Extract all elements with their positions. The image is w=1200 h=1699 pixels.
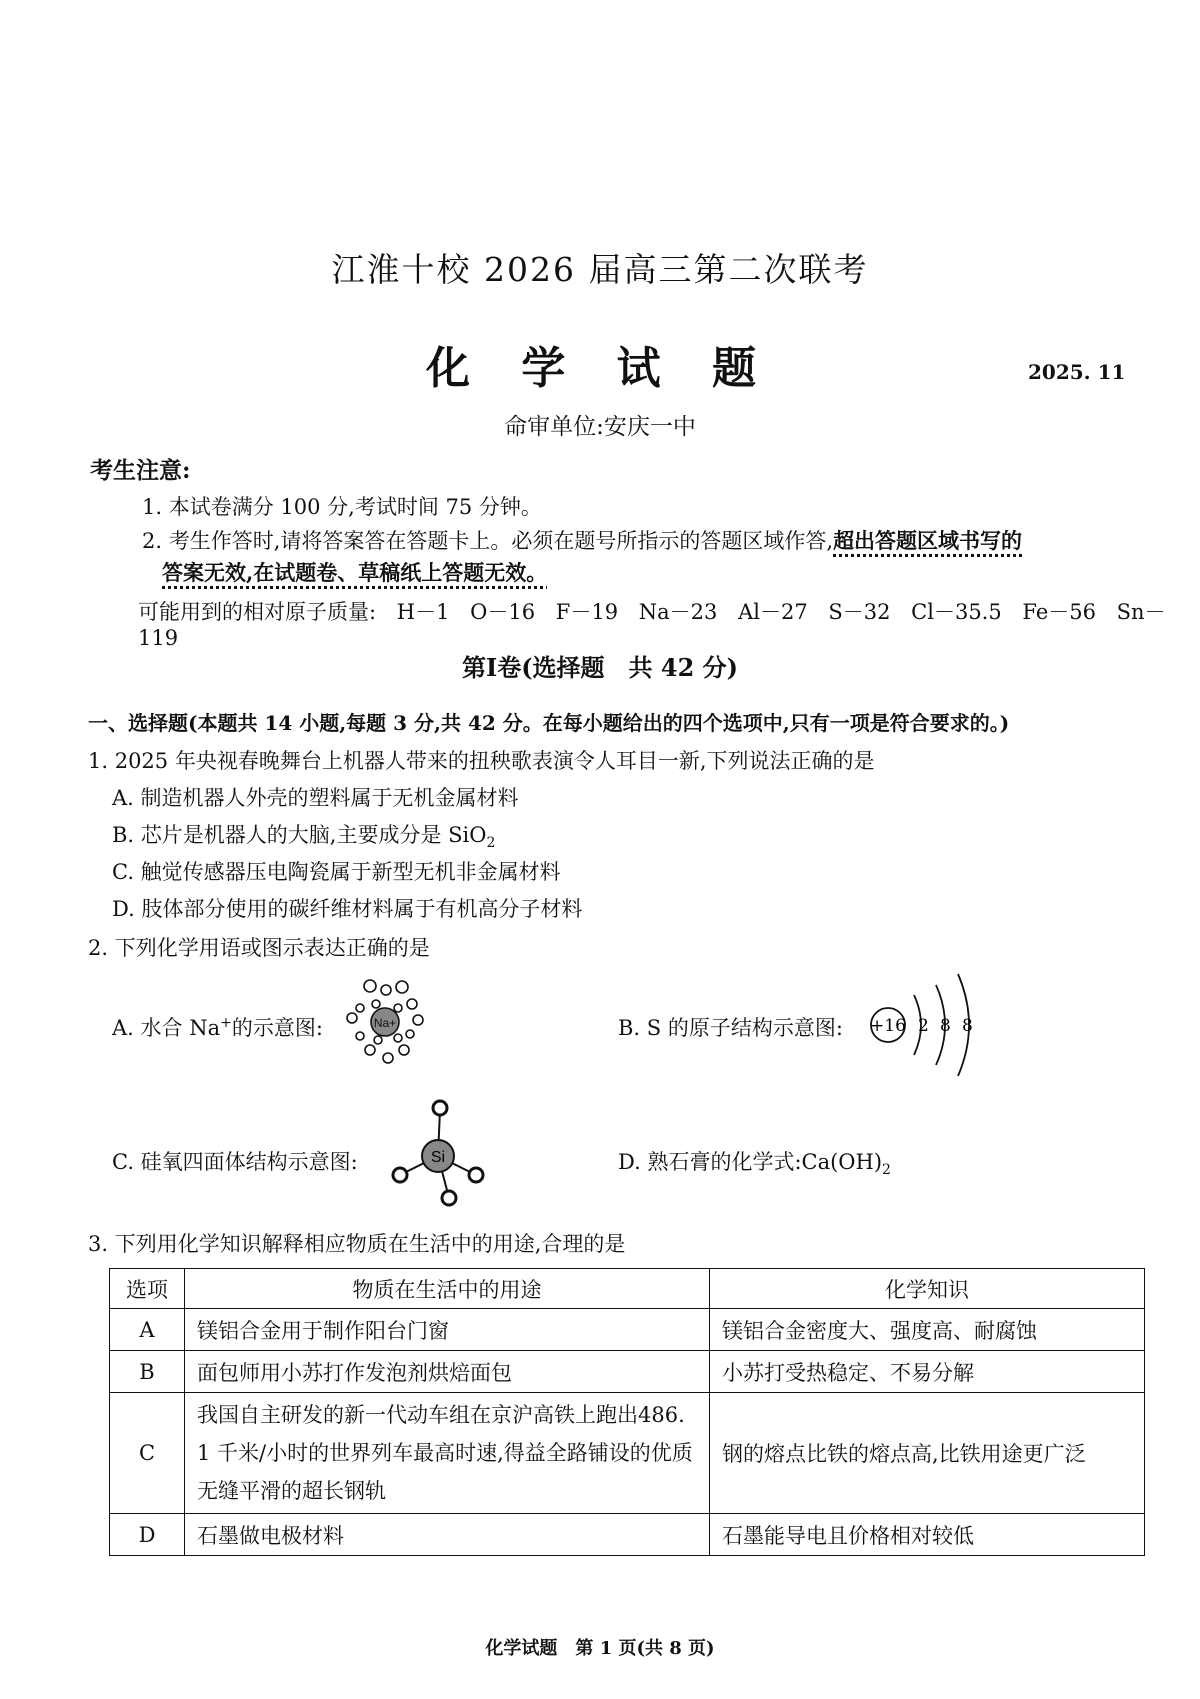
q2-option-a (112, 1012, 323, 1042)
q1-option-b-text: B. 芯片是机器人的大脑,主要成分是 SiO (112, 823, 487, 847)
q1-option-c: C. 触觉传感器压电陶瓷属于新型无机非金属材料 (112, 860, 561, 884)
table-cell-use: 面包师用小苏打作发泡剂烘焙面包 (185, 1351, 710, 1393)
table-cell-option: C (110, 1393, 185, 1514)
q2-option-d-sub: 2 (882, 1162, 891, 1179)
sulfur-atom-diagram (868, 970, 988, 1080)
q2-stem: 2. 下列化学用语或图示表达正确的是 (88, 936, 430, 960)
hydrated-sodium-diagram (340, 978, 430, 1068)
shell-1-count: 2 (918, 1016, 929, 1036)
table-cell-use: 我国自主研发的新一代动车组在京沪高铁上跑出486. 1 千米/小时的世界列车最高时速,得益全路铺设的优质无缝平滑的超长钢轨 (185, 1393, 710, 1514)
mass-item: O－16 (470, 600, 536, 624)
table-cell-option: B (110, 1351, 185, 1393)
subject-title: 化 学 试 题 (426, 343, 774, 394)
q3-table (109, 1268, 1145, 1556)
notice-emphasis-1: 超出答题区域书写的 (833, 528, 1023, 553)
q2-option-a-text: A. 水合 Na (112, 1016, 221, 1040)
table-cell-knowledge: 石墨能导电且价格相对较低 (710, 1514, 1145, 1556)
table-header: 化学知识 (710, 1269, 1145, 1309)
table-cell-option: A (110, 1309, 185, 1351)
mass-item: Sn－119 (138, 600, 1166, 650)
shell-3-count: 8 (962, 1016, 973, 1036)
mass-item: F－19 (555, 600, 619, 624)
page-footer: 化学试题 第 1 页(共 8 页) (485, 1638, 715, 1659)
nucleus-label: +16 (870, 1016, 906, 1036)
shell-2-count: 8 (940, 1016, 951, 1036)
q1-option-d: D. 肢体部分使用的碳纤维材料属于有机高分子材料 (112, 897, 583, 921)
setter-unit: 命审单位:安庆一中 (504, 414, 696, 440)
table-row (110, 1393, 1145, 1514)
q3-stem: 3. 下列用化学知识解释相应物质在生活中的用途,合理的是 (88, 1232, 626, 1256)
notice-item-2 (142, 525, 1152, 555)
table-row (110, 1309, 1145, 1351)
table-header: 物质在生活中的用途 (185, 1269, 710, 1309)
q1-option-a: A. 制造机器人外壳的塑料属于无机金属材料 (112, 786, 519, 810)
table-row (110, 1514, 1145, 1556)
notice-emphasis-2: 答案无效,在试题卷、草稿纸上答题无效。 (162, 560, 548, 585)
notice-item-2-text: 2. 考生作答时,请将答案答在答题卡上。必须在题号所指示的答题区域作答, (142, 529, 834, 553)
silicon-label: Si (430, 1149, 446, 1166)
table-cell-use: 镁铝合金用于制作阳台门窗 (185, 1309, 710, 1351)
mass-item: Cl－35.5 (911, 600, 1002, 624)
table-cell-knowledge: 小苏打受热稳定、不易分解 (710, 1351, 1145, 1393)
part-instructions: 一、选择题(本题共 14 小题,每题 3 分,共 42 分。在每小题给出的四个选项中,只有一项是符合要求的。) (88, 711, 1010, 735)
notice-heading: 考生注意: (90, 457, 191, 484)
section-title: 第Ⅰ卷(选择题 共 42 分) (461, 653, 739, 682)
q1-option-b-sub: 2 (486, 835, 496, 852)
table-row (110, 1351, 1145, 1393)
q1-option-b (112, 819, 495, 851)
q2-option-a-sup: + (220, 1015, 232, 1031)
q2-option-d (618, 1146, 891, 1178)
notice-item-1: 1. 本试卷满分 100 分,考试时间 75 分钟。 (142, 495, 542, 519)
table-cell-option: D (110, 1514, 185, 1556)
table-cell-use: 石墨做电极材料 (185, 1514, 710, 1556)
q2-option-c: C. 硅氧四面体结构示意图: (112, 1150, 358, 1174)
notice-item-2-cont (162, 557, 547, 587)
q2-option-a-text2: 的示意图: (231, 1016, 323, 1040)
mass-item: Na－23 (638, 600, 718, 624)
atomic-masses (138, 596, 1200, 650)
mass-item: H－1 (396, 600, 450, 624)
mass-item: Al－27 (738, 600, 808, 624)
exam-title: 江淮十校 2026 届高三第二次联考 (331, 250, 869, 289)
table-cell-knowledge: 钢的熔点比铁的熔点高,比铁用途更广泛 (710, 1393, 1145, 1514)
q2-option-b: B. S 的原子结构示意图: (618, 1016, 843, 1040)
q1-stem: 1. 2025 年央视春晚舞台上机器人带来的扭秧歌表演令人耳目一新,下列说法正确的是 (88, 749, 875, 773)
table-cell-knowledge: 镁铝合金密度大、强度高、耐腐蚀 (710, 1309, 1145, 1351)
masses-label: 可能用到的相对原子质量: (138, 600, 377, 624)
silicon-oxygen-tetrahedron-diagram (388, 1098, 498, 1212)
table-header-row (110, 1269, 1145, 1309)
exam-date: 2025. 11 (1028, 360, 1126, 384)
mass-item: S－32 (828, 600, 891, 624)
mass-item: Fe－56 (1022, 600, 1096, 624)
table-header: 选项 (110, 1269, 185, 1309)
sodium-ion-label: Na+ (373, 1016, 397, 1030)
q2-option-d-text: D. 熟石膏的化学式:Ca(OH) (618, 1150, 883, 1174)
